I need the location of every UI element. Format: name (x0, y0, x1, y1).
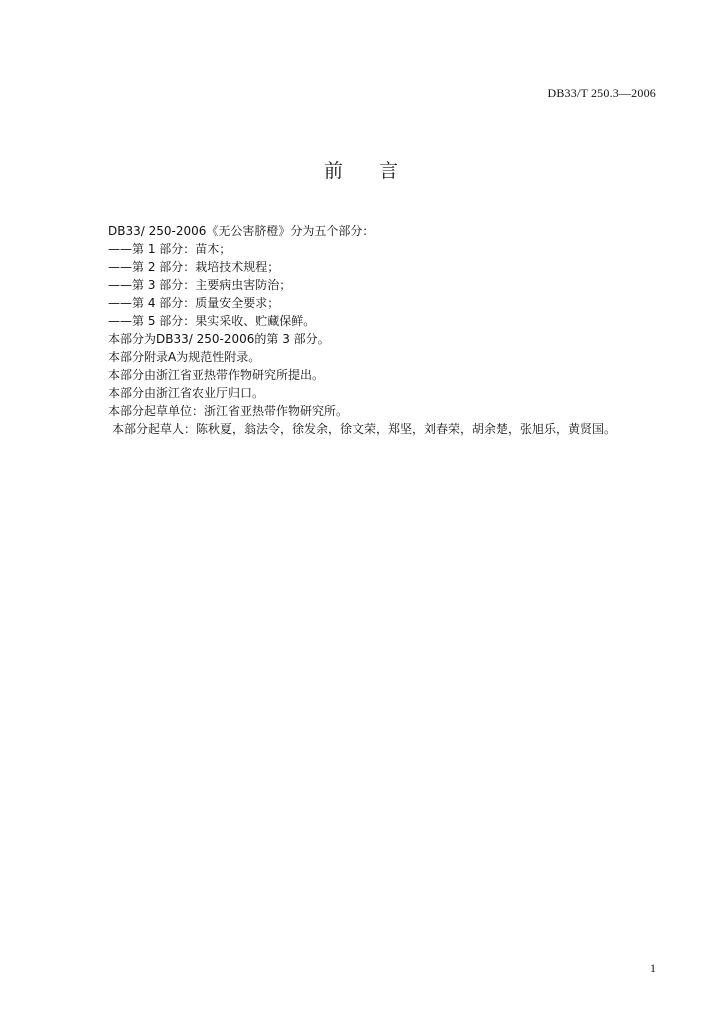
list-item-part-2: ——第 2 部分：栽培技术规程； (108, 260, 280, 274)
paragraph-appendix: 本部分附录A为规范性附录。 (108, 350, 261, 364)
paragraph-drafters: 本部分起草人：陈秋夏，翁法令，徐发余，徐文荣，郑坚，刘春荣，胡余楚，张旭乐，黄贤国。 (112, 422, 617, 436)
title-part-2: 言 (379, 160, 401, 182)
document-code: DB33/T 250.3—2006 (547, 86, 656, 100)
paragraph-intro: DB33/ 250-2006《无公害脐橙》分为五个部分： (108, 224, 375, 238)
page-number: 1 (650, 961, 656, 975)
paragraph-proposer: 本部分由浙江省亚热带作物研究所提出。 (108, 368, 325, 382)
list-item-part-4: ——第 4 部分：质量安全要求； (108, 296, 280, 310)
list-item-part-5: ——第 5 部分：果实采收、贮藏保鲜。 (108, 314, 316, 328)
paragraph-administrator: 本部分由浙江省农业厅归口。 (108, 386, 265, 400)
paragraph-this-part: 本部分为DB33/ 250-2006的第 3 部分。 (108, 332, 330, 346)
paragraph-drafting-unit: 本部分起草单位：浙江省亚热带作物研究所。 (108, 404, 349, 418)
list-item-part-1: ——第 1 部分：苗木； (108, 242, 232, 256)
foreword-body (108, 222, 668, 438)
list-item-part-3: ——第 3 部分：主要病虫害防治； (108, 278, 292, 292)
title-part-1: 前 (323, 160, 345, 182)
page-title (0, 156, 724, 183)
